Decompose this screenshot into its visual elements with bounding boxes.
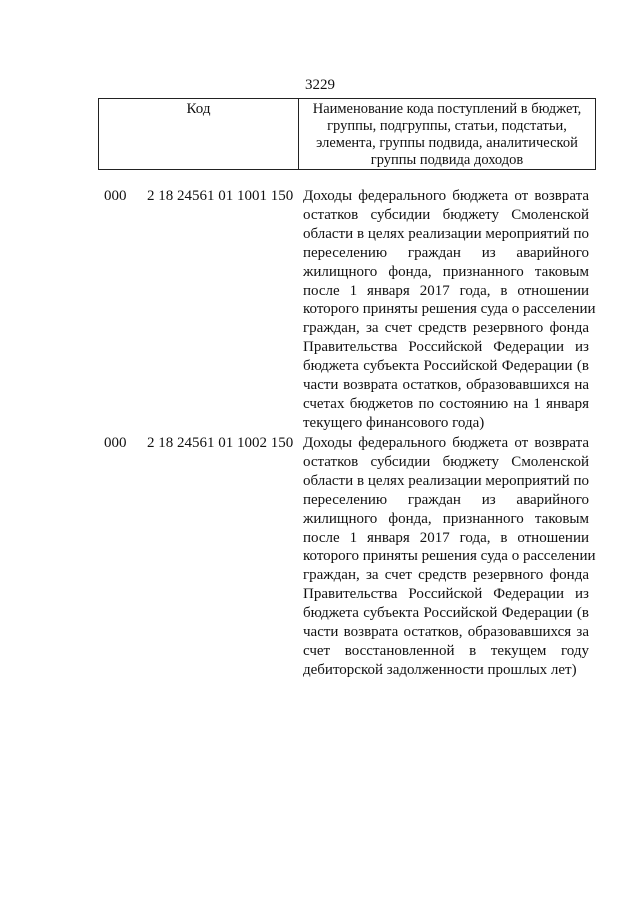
description-line: счет восстановленной в текущем году — [303, 642, 589, 659]
description-line: дебиторской задолженности прошлых лет) — [303, 661, 577, 678]
description-line: жилищного фонда, признанного таковым — [303, 263, 589, 280]
description-line: остатков субсидии бюджету Смоленской — [303, 453, 589, 470]
description-line: граждан, за счет средств резервного фонда — [303, 320, 589, 337]
description-line: части возврата остатков, образовавшихся на — [303, 377, 589, 394]
row-income-code: 2 18 24561 01 1002 150 — [147, 435, 294, 451]
description-line: части возврата остатков, образовавшихся за — [303, 624, 589, 641]
description-line: Правительства Российской Федерации из — [303, 339, 589, 356]
header-code-label: Код — [99, 99, 299, 169]
description-line: счетах бюджетов по состоянию на 1 января — [303, 395, 589, 412]
description-line: области в целях реализации мероприятий по — [303, 472, 589, 489]
header-name-label: Наименование кода поступлений в бюджет, группы, подгруппы, статьи, подстатьи, элемента, группы подвида, аналитической группы подвида доходов — [312, 101, 582, 168]
row-description — [303, 434, 596, 680]
description-line: переселению граждан из аварийного — [303, 491, 589, 508]
description-line: после 1 января 2017 года, в отношении — [303, 282, 589, 299]
row-description — [303, 187, 596, 433]
description-line: остатков субсидии бюджету Смоленской — [303, 206, 589, 223]
description-line: текущего финансового года) — [303, 414, 485, 431]
row-admin-code: 000 — [104, 435, 127, 451]
description-line: бюджета субъекта Российской Федерации (в — [303, 605, 589, 622]
description-line: после 1 января 2017 года, в отношении — [303, 529, 589, 546]
description-line: жилищного фонда, признанного таковым — [303, 510, 589, 527]
description-line: области в целях реализации мероприятий по — [303, 225, 589, 242]
row-admin-code: 000 — [104, 188, 127, 204]
description-line: переселению граждан из аварийного — [303, 244, 589, 261]
table-header — [98, 98, 596, 170]
description-line: бюджета субъекта Российской Федерации (в — [303, 358, 589, 375]
description-line: Правительства Российской Федерации из — [303, 586, 589, 603]
description-line: граждан, за счет средств резервного фонда — [303, 567, 589, 584]
description-line: Доходы федерального бюджета от возврата — [303, 188, 589, 204]
row-income-code: 2 18 24561 01 1001 150 — [147, 188, 294, 204]
page-number: 3229 — [305, 77, 335, 93]
description-line: Доходы федерального бюджета от возврата — [303, 435, 589, 451]
description-line: которого приняты решения суда о расселении — [303, 548, 596, 565]
description-line: которого приняты решения суда о расселении — [303, 301, 596, 318]
